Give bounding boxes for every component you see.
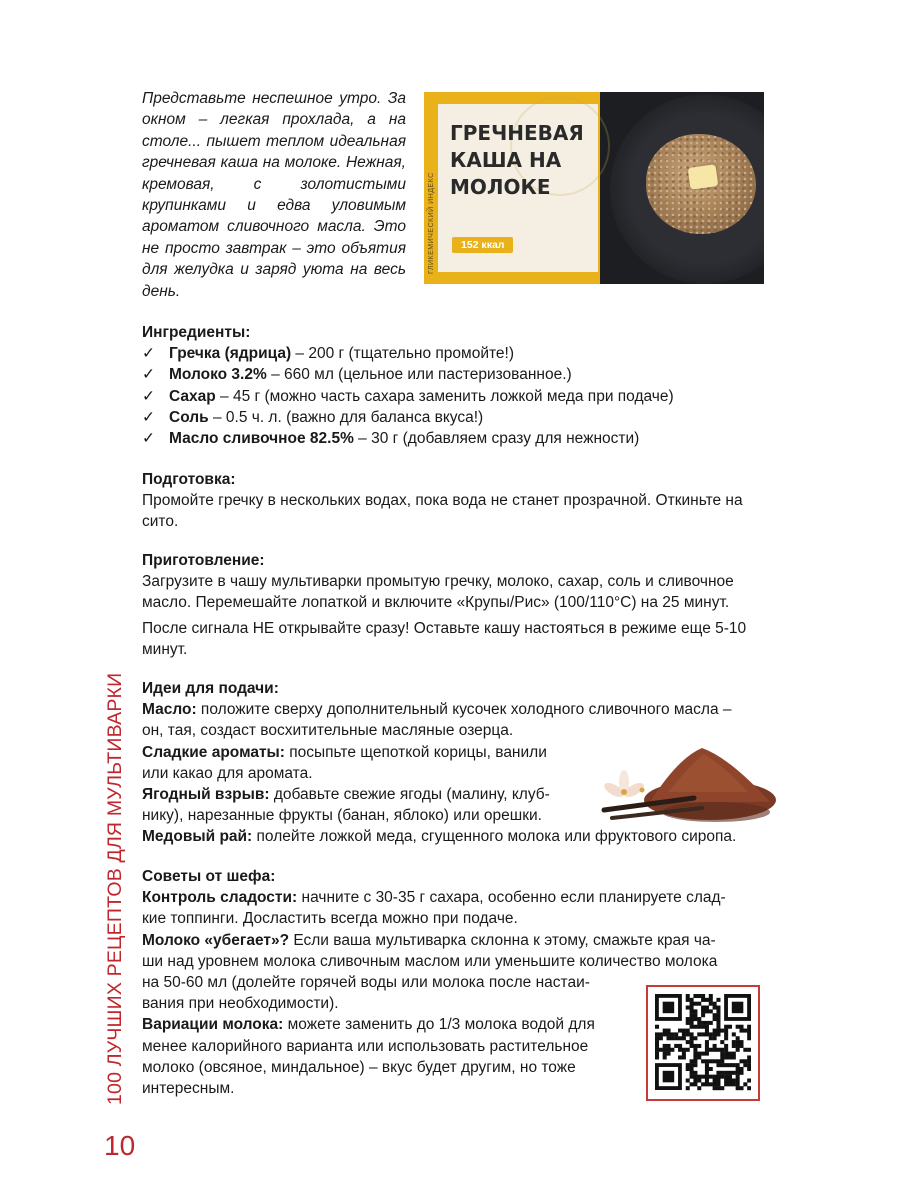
ingredient-name: Соль <box>169 408 209 426</box>
qr-code-icon <box>655 994 751 1092</box>
serving-label: Медовый рай: <box>142 828 253 846</box>
tip-line: молоко (овсяное, миндальное) – вкус будет другим, но тоже <box>142 1058 576 1076</box>
prep-heading: Подготовка: <box>142 471 236 488</box>
intro-paragraph: Представьте неспешное утро. За окном – легкая прохлада, а на столе... пышет теплом идеальная гречневая каша на молоке. Нежная, кремовая, с золотистыми крупинками и едва уловимым ароматом сливочного масла. Это не просто завтрак – это объятия для желудка и заряд уюта на весь день. <box>142 90 406 300</box>
tip-text: начните с 30-35 г сахара, особенно если планируете слад- <box>297 889 726 907</box>
cocoa-spices-image <box>598 740 778 826</box>
checkmark-icon: ✓ <box>142 408 155 426</box>
book-title-vertical: 100 ЛУЧШИХ РЕЦЕПТОВ ДЛЯ МУЛЬТИВАРКИ <box>104 672 126 1105</box>
ingredient-details: – 0.5 ч. л. (важно для баланса вкуса!) <box>208 408 484 426</box>
prep-text: Промойте гречку в нескольких водах, пока вода не станет прозрачной. Откиньте на сито. <box>142 492 743 531</box>
ingredient-details: – 45 г (можно часть сахара заменить ложкой меда при подаче) <box>215 387 674 405</box>
checkmark-icon: ✓ <box>142 345 155 363</box>
tip-line: вания при необходимости). <box>142 995 339 1013</box>
serving-text-line: он, тая, создаст восхитительные масляные озерца. <box>142 722 514 740</box>
ingredients-heading: Ингредиенты: <box>142 324 251 341</box>
tips-heading: Советы от шефа: <box>142 868 276 885</box>
serving-text: положите сверху дополнительный кусочек холодного сливочного масла – <box>196 701 732 719</box>
recipe-cover-image <box>424 92 764 284</box>
cooking-step-1: Загрузите в чашу мультиварки промытую гречку, молоко, сахар, соль и сливочное масло. Перемешайте лопаткой и включите «Крупы/Рис» (100/110°С) на 25 минут. <box>142 573 734 612</box>
cover-title: ГРЕЧНЕВАЯ КАША НА МОЛОКЕ <box>450 121 584 199</box>
tip-text: Если ваша мультиварка склонна к этому, смажьте края ча- <box>289 931 716 949</box>
ingredient-name: Молоко 3.2% <box>169 366 267 384</box>
serving-label: Масло: <box>142 701 197 719</box>
tip-line: менее калорийного варианта или использовать растительное <box>142 1037 589 1055</box>
serving-text: добавьте свежие ягоды (малину, клуб- <box>269 786 550 804</box>
kcal-badge: 152 ккал <box>452 237 513 253</box>
ingredient-item <box>142 407 772 428</box>
tip-line: на 50-60 мл (долейте горячей воды или молока после настаи- <box>142 974 590 992</box>
glycemic-index-label: ГЛИКЕМИЧЕСКИЙ ИНДЕКС <box>428 172 435 274</box>
cooking-step-2: После сигнала НЕ открывайте сразу! Оставьте кашу настояться в режиме еще 5-10 минут. <box>142 619 747 658</box>
serving-heading: Идеи для подачи: <box>142 680 279 697</box>
prep-section <box>142 469 772 533</box>
serving-item <box>142 826 772 847</box>
ingredients-section <box>142 322 772 449</box>
ingredient-name: Масло сливочное 82.5% <box>169 430 354 448</box>
ingredient-name: Сахар <box>169 387 216 405</box>
tip-label: Контроль сладости: <box>142 889 298 907</box>
ingredient-details: – 30 г (добавляем сразу для нежности) <box>353 430 640 448</box>
tip-line: ши над уровнем молока сливочным маслом или уменьшите количество молока <box>142 952 718 970</box>
serving-label: Ягодный взрыв: <box>142 786 270 804</box>
checkmark-icon: ✓ <box>142 430 155 448</box>
ingredient-details: – 660 мл (цельное или пастеризованное.) <box>266 366 572 384</box>
tip-label: Молоко «убегает»? <box>142 931 290 949</box>
tip-line <box>142 887 772 908</box>
ingredients-list <box>142 343 772 449</box>
serving-text: посыпьте щепоткой корицы, ванили <box>284 743 547 761</box>
checkmark-icon: ✓ <box>142 366 155 384</box>
tip-text: можете заменить до 1/3 молока водой для <box>283 1016 595 1034</box>
page-number: 10 <box>104 1130 136 1161</box>
tip-line <box>142 930 772 951</box>
tip-label: Вариации молока: <box>142 1016 284 1034</box>
ingredient-item <box>142 428 772 449</box>
tip-line: кие топпинги. Досластить всегда можно при подаче. <box>142 910 518 928</box>
serving-label: Сладкие ароматы: <box>142 743 285 761</box>
ingredient-details: – 200 г (тщательно промойте!) <box>291 345 514 363</box>
tip-line: интересным. <box>142 1080 235 1098</box>
ingredient-name: Гречка (ядрица) <box>169 345 292 363</box>
butter-piece <box>688 164 719 190</box>
cooking-section <box>142 550 772 660</box>
ingredient-item <box>142 364 772 385</box>
serving-text: полейте ложкой меда, сгущенного молока или фруктового сиропа. <box>252 828 737 846</box>
serving-text-line: нику), нарезанные фрукты (банан, яблоко) или орешки. <box>142 807 542 825</box>
ingredient-item <box>142 386 772 407</box>
qr-code[interactable] <box>646 985 760 1101</box>
checkmark-icon: ✓ <box>142 387 155 405</box>
ingredient-item <box>142 343 772 364</box>
cooking-heading: Приготовление: <box>142 552 265 569</box>
serving-text-line: или какао для аромата. <box>142 764 313 782</box>
serving-item <box>142 699 772 720</box>
